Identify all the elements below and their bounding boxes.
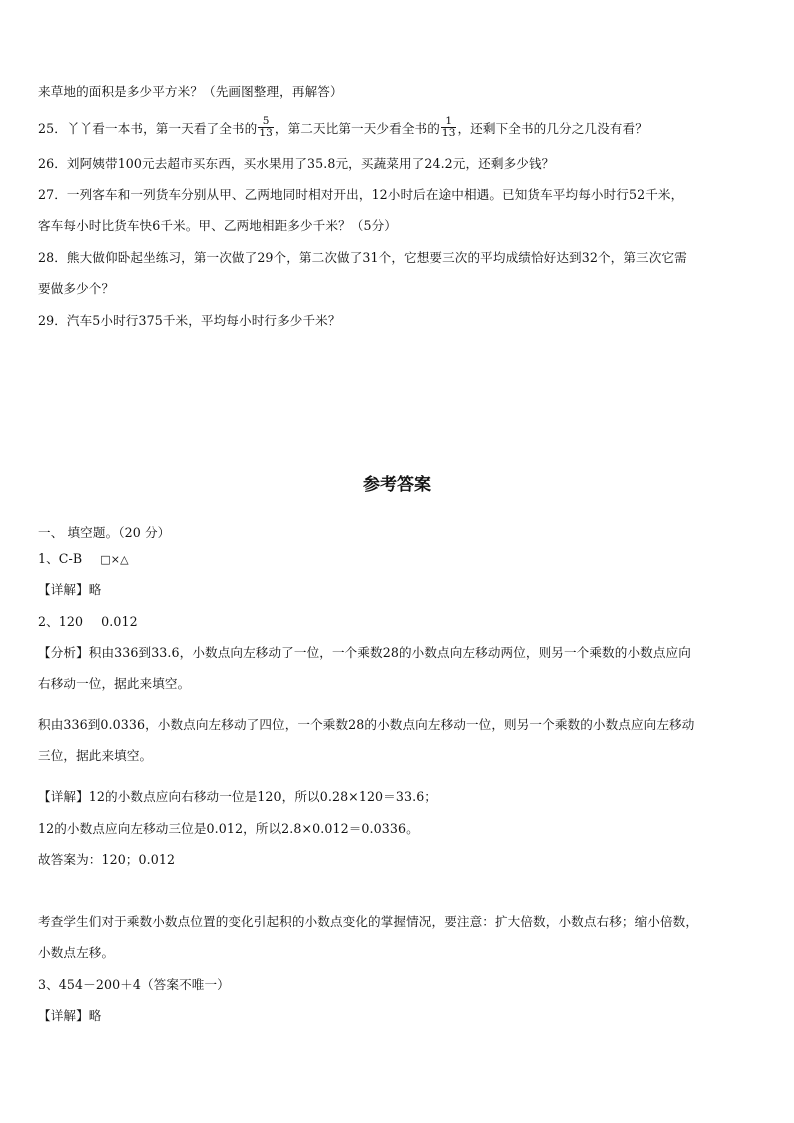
answer-2-value: 0.012: [101, 614, 138, 629]
fraction-denominator: 13: [259, 127, 273, 139]
answer-1-label: 1、C-B: [38, 551, 83, 566]
answer-2-label: 2、120: [38, 614, 84, 629]
answer-title: 参考答案: [363, 475, 431, 495]
question-27-line2: 客车每小时比货车快6千米。甲、乙两地相距多少千米？（5分）: [38, 218, 397, 233]
question-26: 26．刘阿姨带100元去超市买东西，买水果用了35.8元，买蔬菜用了24.2元，还剩多少钱？: [38, 156, 555, 171]
question-28-line1: 28．熊大做仰卧起坐练习，第一次做了29个，第二次做了31个，它想要三次的平均成绩恰好达到32个，第三次它需: [38, 250, 687, 265]
question-29: 29．汽车5小时行375千米，平均每小时行多少千米？: [38, 313, 341, 328]
answer-2-detail-2: 12的小数点应向左移动三位是0.012，所以2.8×0.012＝0.0336。: [38, 821, 419, 836]
answer-2-detail-1: 【详解】12的小数点应向右移动一位是120，所以0.28×120＝33.6；: [38, 789, 438, 804]
answer-2-analysis-2: 右移动一位，据此来填空。: [38, 676, 191, 691]
q25-text-b: ，第二天比第一天少看全书的: [274, 121, 440, 136]
answer-2-analysis-1: 【分析】积由336到33.6，小数点向左移动了一位，一个乘数28的小数点向左移动两位，则另一个乘数的小数点应向: [38, 645, 691, 660]
q25-text-a: 25．丫丫看一本书，第一天看了全书的: [38, 121, 258, 136]
fraction-5-13: [258, 116, 274, 139]
fraction-1-13: [441, 116, 457, 139]
answer-2-analysis-3: 积由336到0.0336，小数点向左移动了四位，一个乘数28的小数点向左移动一位，则另一个乘数的小数点应向左移动: [38, 717, 695, 732]
question-28-line2: 要做多少个？: [38, 281, 115, 296]
answer-2-note-1: 考查学生们对于乘数小数点位置的变化引起积的小数点变化的掌握情况，要注意：扩大倍数，小数点右移；缩小倍数，: [38, 914, 699, 929]
answer-1-symbols: □×△: [100, 553, 129, 566]
answer-1-detail: 【详解】略: [38, 582, 102, 597]
question-27-line1: 27．一列客车和一列货车分别从甲、乙两地同时相对开出，12小时后在途中相遇。已知货车平均每小时行52千米，: [38, 187, 684, 202]
answer-2-final: 故答案为：120；0.012: [38, 852, 176, 867]
fraction-denominator: 13: [441, 127, 456, 139]
section-1-heading: 一、 填空题。（20 分）: [38, 525, 171, 540]
question-25: [38, 115, 758, 141]
question-line-continuation: 来草地的面积是多少平方米？（先画图整理，再解答）: [38, 84, 343, 99]
answer-1: [38, 550, 758, 569]
answer-3-detail: 【详解】略: [38, 1008, 102, 1023]
fraction-numerator: 1: [441, 116, 457, 128]
q25-text-c: ，还剩下全书的几分之几没有看？: [457, 121, 648, 136]
answer-3: 3、454－200＋4（答案不唯一）: [38, 977, 230, 992]
fraction-numerator: 5: [258, 116, 274, 128]
answer-2-note-2: 小数点左移。: [38, 945, 115, 960]
answer-2-analysis-4: 三位，据此来填空。: [38, 748, 153, 763]
answer-2: [38, 613, 758, 631]
